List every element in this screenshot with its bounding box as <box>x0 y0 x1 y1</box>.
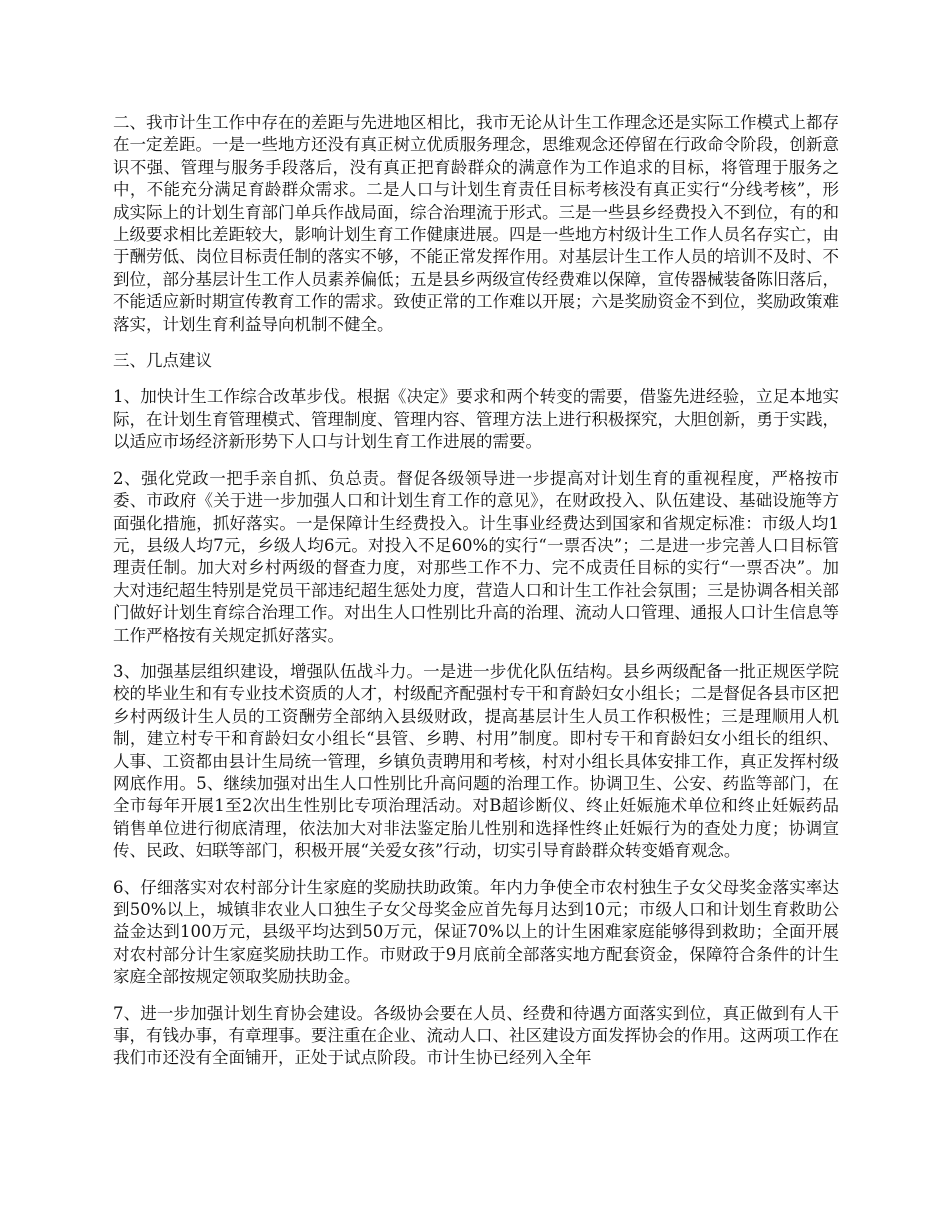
document-body <box>113 112 839 1084</box>
paragraph-suggestion-6: 6、仔细落实对农村部分计生家庭的奖励扶助政策。年内力争使全市农村独生子女父母奖金落实率达到50%以上，城镇非农业人口独生子女父母奖金应首先每月达到10元；市级人口和计划生育救助公益金达到100万元，县级平均达到50万元，保证70%以上的计生困难家庭能够得到救助；全面开展对农村部分计生家庭奖励扶助工作。市财政于9月底前全部落实地方配套资金，保障符合条件的计生家庭全部按规定领取奖励扶助金。 <box>113 877 839 987</box>
section-heading-suggestions: 三、几点建议 <box>113 351 212 371</box>
paragraph-suggestion-1: 1、加快计生工作综合改革步伐。根据《决定》要求和两个转变的需要，借鉴先进经验，立足本地实际，在计划生育管理模式、管理制度、管理内容、管理方法上进行积极探究，大胆创新，勇于实践，以适应市场经济新形势下人口与计划生育工作进展的需要。 <box>113 387 839 452</box>
paragraph-problems: 二、我市计生工作中存在的差距与先进地区相比，我市无论从计生工作理念还是实际工作模式上都存在一定差距。一是一些地方还没有真正树立优质服务理念，思维观念还停留在行政命令阶段，创新意识不强、管理与服务手段落后，没有真正把育龄群众的满意作为工作追求的目标，将管理于服务之中，不能充分满足育龄群众需求。二是人口与计划生育责任目标考核没有真正实行“分线考核”，形成实际上的计划生育部门单兵作战局面，综合治理流于形式。三是一些县乡经费投入不到位，有的和上级要求相比差距较大，影响计划生育工作健康进展。四是一些地方村级计生工作人员名存实亡，由于酬劳低、岗位目标责任制的落实不够，不能正常发挥作用。对基层计生工作人员的培训不及时、不到位，部分基层计生工作人员素养偏低；五是县乡两级宣传经费难以保障，宣传器械装备陈旧落后，不能适应新时期宣传教育工作的需求。致使正常的工作难以开展；六是奖励资金不到位，奖励政策难落实，计划生育利益导向机制不健全。 <box>113 113 839 334</box>
paragraph-suggestion-2: 2、强化党政一把手亲自抓、负总责。督促各级领导进一步提高对计划生育的重视程度，严格按市委、市政府《关于进一步加强人口和计划生育工作的意见》，在财政投入、队伍建设、基础设施等方面强化措施，抓好落实。一是保障计生经费投入。计生事业经费达到国家和省规定标准：市级人均1元，县级人均7元，乡级人均6元。对投入不足60%的实行“一票否决”；二是进一步完善人口目标管理责任制。加大对乡村两级的督查力度，对那些工作不力、完不成责任目标的实行“一票否决”。加大对违纪超生特别是党员干部违纪超生惩处力度，营造人口和计生工作社会氛围；三是协调各相关部门做好计划生育综合治理工作。对出生人口性别比升高的治理、流动人口管理、通报人口计生信息等工作严格按有关规定抓好落实。 <box>113 468 839 645</box>
paragraph-suggestion-3: 3、加强基层组织建设，增强队伍战斗力。一是进一步优化队伍结构。县乡两级配备一批正规医学院校的毕业生和有专业技术资质的人才，村级配齐配强村专干和育龄妇女小组长；二是督促各县市区把乡村两级计生人员的工资酬劳全部纳入县级财政，提高基层计生人员工作积极性；三是理顺用人机制，建立村专干和育龄妇女小组长“县管、乡聘、村用”制度。即村专干和育龄妇女小组长的组织、人事、工资都由县计生局统一管理，乡镇负责聘用和考核，村对小组长具体安排工作，真正发挥村级网底作用。5、继续加强对出生人口性别比升高问题的治理工作。协调卫生、公安、药监等部门，在全市每年开展1至2次出生性别比专项治理活动。对B超诊断仪、终止妊娠施术单位和终止妊娠药品销售单位进行彻底清理，依法加大对非法鉴定胎儿性别和选择性终止妊娠行为的查处力度；协调宣传、民政、妇联等部门，积极开展“关爱女孩”行动，切实引导育龄群众转变婚育观念。 <box>113 661 839 861</box>
paragraph-suggestion-7: 7、进一步加强计划生育协会建设。各级协会要在人员、经费和待遇方面落实到位，真正做到有人干事，有钱办事，有章理事。要注重在企业、流动人口、社区建设方面发挥协会的作用。这两项工作在我们市还没有全面铺开，正处于试点阶段。市计生协已经列入全年 <box>113 1003 839 1068</box>
